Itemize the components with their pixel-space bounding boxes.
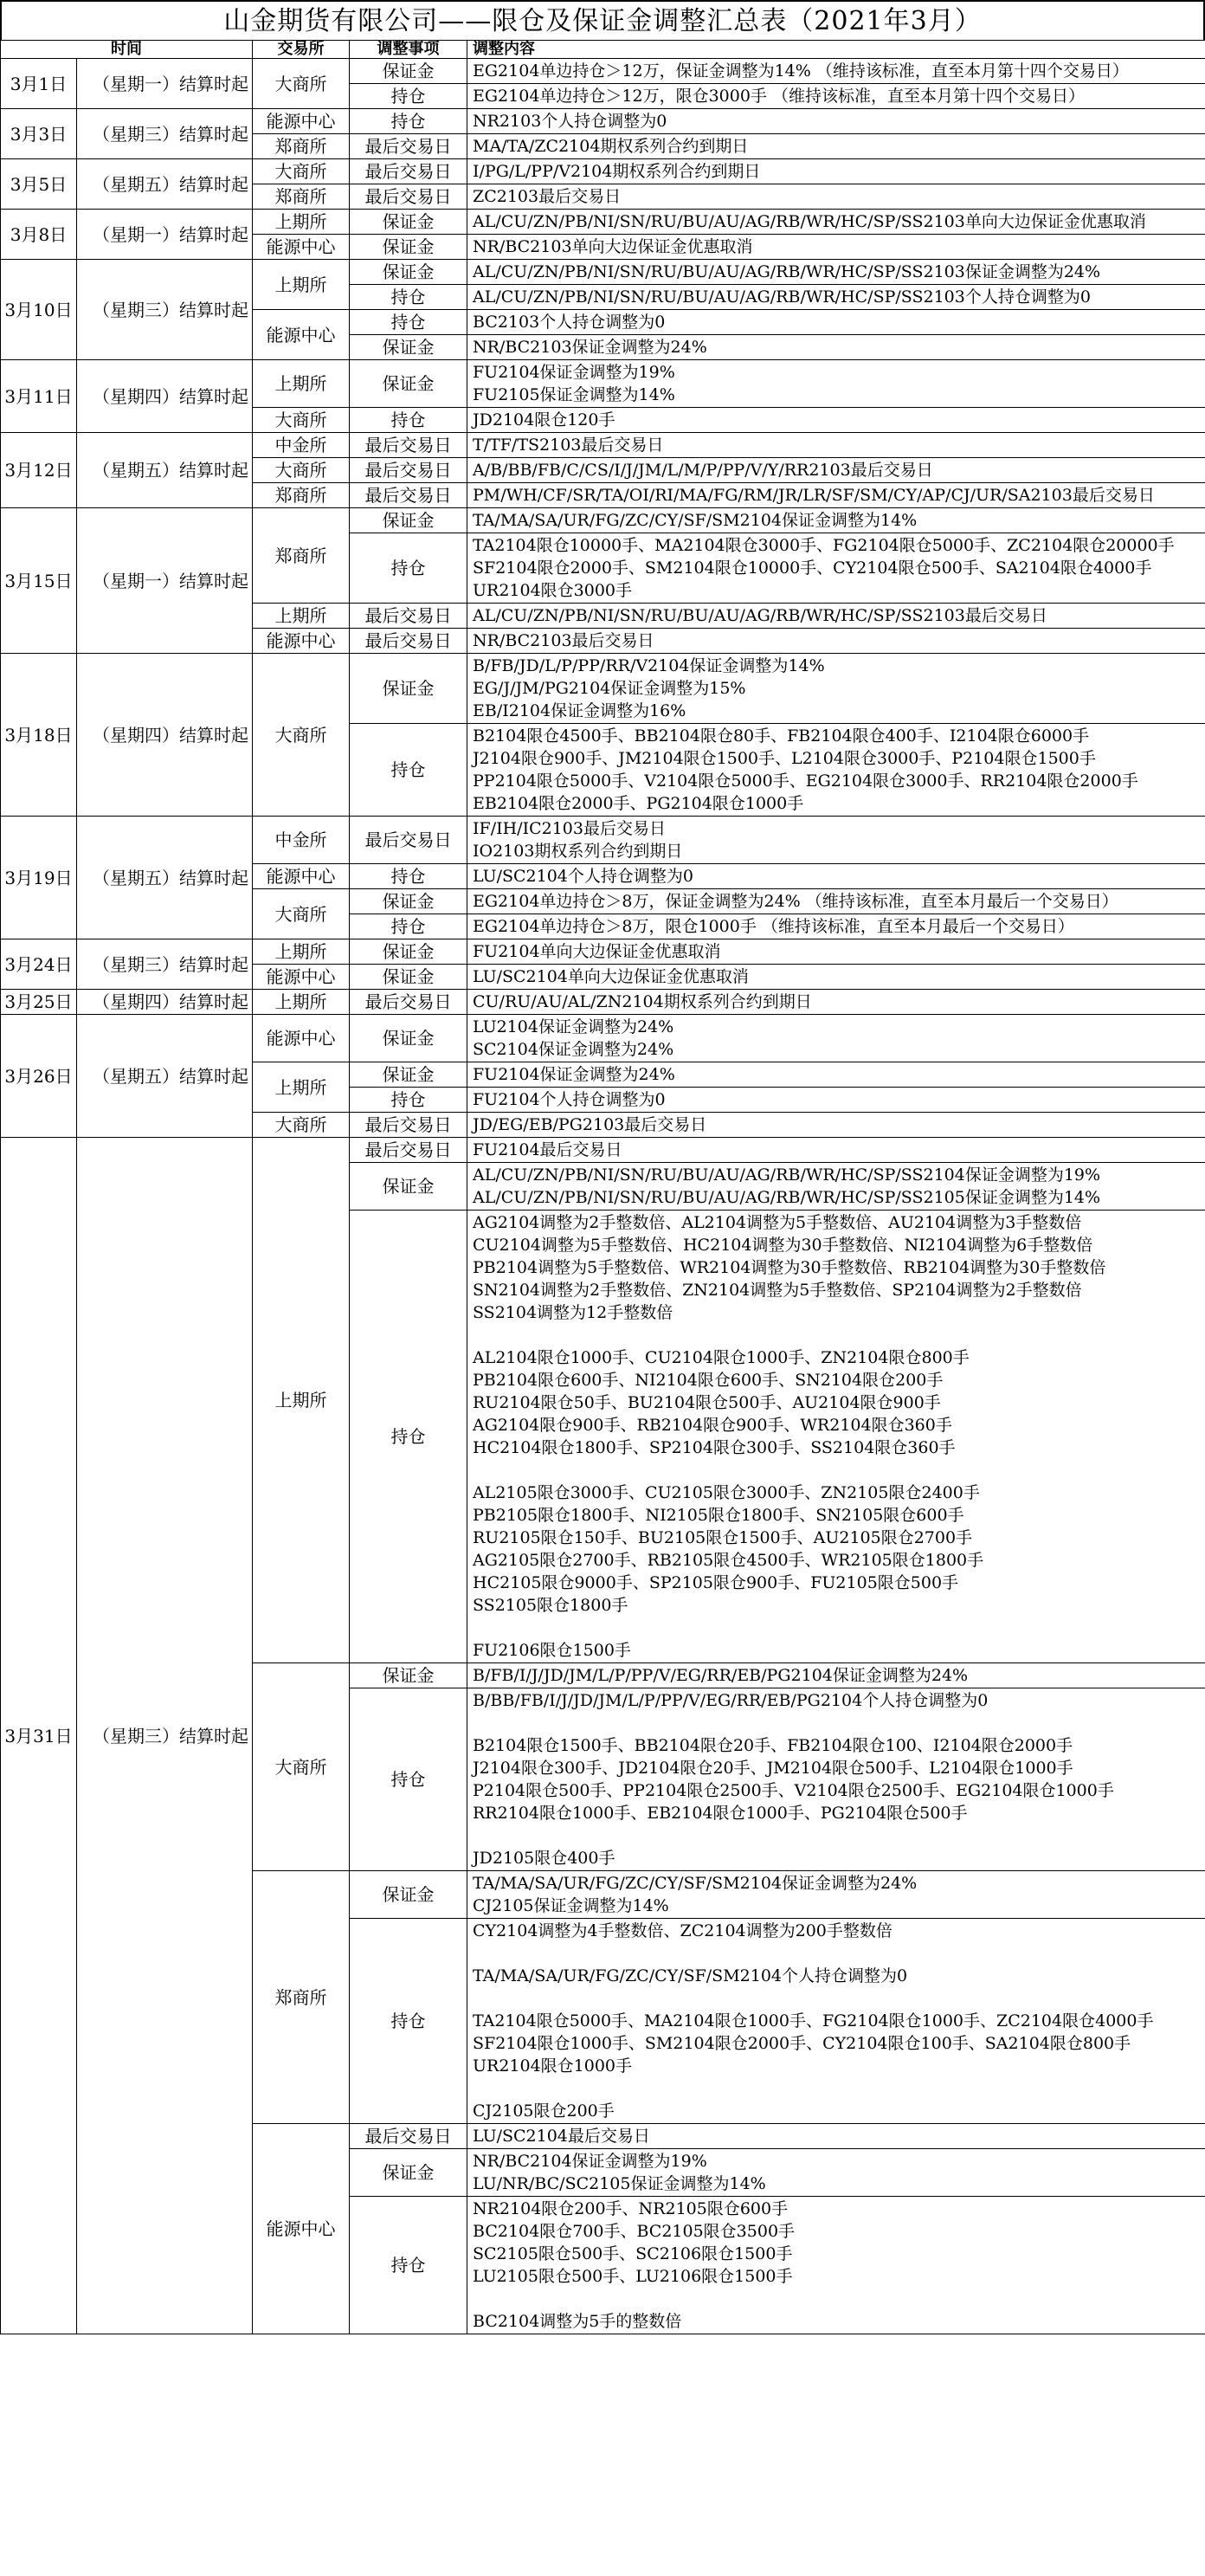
date-cell: 3月12日 xyxy=(1,433,77,508)
exchange-cell: 中金所 xyxy=(253,817,350,864)
weekday-cell: （星期一）结算时起 xyxy=(77,210,253,260)
exchange-cell: 能源中心 xyxy=(253,109,350,134)
item-cell: 保证金 xyxy=(350,654,467,724)
weekday-cell: （星期一）结算时起 xyxy=(77,508,253,654)
exchange-cell: 能源中心 xyxy=(253,965,350,990)
content-cell: A/B/BB/FB/C/CS/I/J/JM/L/M/P/PP/V/Y/RR2103最后交易日 xyxy=(467,458,1205,483)
content-cell: IF/IH/IC2103最后交易日 IO2103期权系列合约到期日 xyxy=(467,817,1205,864)
item-cell: 保证金 xyxy=(350,508,467,533)
item-cell: 保证金 xyxy=(350,360,467,408)
item-cell: 保证金 xyxy=(350,965,467,990)
exchange-cell: 上期所 xyxy=(253,1062,350,1113)
content-cell: MA/TA/ZC2104期权系列合约到期日 xyxy=(467,134,1205,159)
page-title: 山金期货有限公司——限仓及保证金调整汇总表（2021年3月） xyxy=(0,0,1205,40)
content-cell: T/TF/TS2103最后交易日 xyxy=(467,433,1205,458)
table-row xyxy=(1,1138,1205,1163)
weekday-cell: （星期四）结算时起 xyxy=(77,990,253,1015)
item-cell: 保证金 xyxy=(350,1163,467,1211)
content-cell: NR/BC2103单向大边保证金优惠取消 xyxy=(467,235,1205,260)
content-cell: NR/BC2104保证金调整为19% LU/NR/BC/SC2105保证金调整为14% xyxy=(467,2149,1205,2197)
exchange-cell: 大商所 xyxy=(253,1663,350,1871)
header-exchange: 交易所 xyxy=(253,41,350,59)
item-cell: 最后交易日 xyxy=(350,990,467,1015)
content-cell: NR/BC2103保证金调整为24% xyxy=(467,335,1205,360)
content-cell: LU2104保证金调整为24% SC2104保证金调整为24% xyxy=(467,1015,1205,1062)
item-cell: 最后交易日 xyxy=(350,817,467,864)
content-cell: AL/CU/ZN/PB/NI/SN/RU/BU/AU/AG/RB/WR/HC/SP/SS2103保证金调整为24% xyxy=(467,260,1205,285)
content-cell: EG2104单边持仓＞12万，保证金调整为14% （维持该标准，直至本月第十四个交易日） xyxy=(467,59,1205,84)
content-cell: AL/CU/ZN/PB/NI/SN/RU/BU/AU/AG/RB/WR/HC/SP/SS2103个人持仓调整为0 xyxy=(467,285,1205,310)
exchange-cell: 大商所 xyxy=(253,408,350,433)
date-cell: 3月19日 xyxy=(1,817,77,939)
content-cell: I/PG/L/PP/V2104期权系列合约到期日 xyxy=(467,159,1205,184)
item-cell: 保证金 xyxy=(350,1871,467,1919)
table-row xyxy=(1,817,1205,864)
item-cell: 保证金 xyxy=(350,260,467,285)
item-cell: 保证金 xyxy=(350,235,467,260)
item-cell: 最后交易日 xyxy=(350,1113,467,1138)
item-cell: 持仓 xyxy=(350,2197,467,2334)
exchange-cell: 郑商所 xyxy=(253,483,350,508)
content-cell: LU/SC2104单向大边保证金优惠取消 xyxy=(467,965,1205,990)
header-content: 调整内容 xyxy=(467,41,1205,59)
item-cell: 保证金 xyxy=(350,2149,467,2197)
item-cell: 最后交易日 xyxy=(350,433,467,458)
content-cell: TA/MA/SA/UR/FG/ZC/CY/SF/SM2104保证金调整为14% xyxy=(467,508,1205,533)
item-cell: 最后交易日 xyxy=(350,184,467,210)
exchange-cell: 上期所 xyxy=(253,360,350,408)
exchange-cell: 能源中心 xyxy=(253,1015,350,1062)
item-cell: 最后交易日 xyxy=(350,483,467,508)
exchange-cell: 能源中心 xyxy=(253,864,350,889)
content-cell: B/BB/FB/I/J/JD/JM/L/P/PP/V/EG/RR/EB/PG2104个人持仓调整为0 B2104限仓1500手、BB2104限仓20手、FB2104限仓100、I2104限仓2000手 J2104限仓300手、JD2104限仓20手、JM2104限仓500手、L2104限仓1000手 P2104限仓500手、PP2104限仓2500手、V2104限仓2500手、EG2104限仓1000手 RR2104限仓1000手、EB2104限仓1000手、PG2104限仓500手 JD2105限仓400手 xyxy=(467,1688,1205,1871)
item-cell: 持仓 xyxy=(350,864,467,889)
content-cell: FU2104保证金调整为19% FU2105保证金调整为14% xyxy=(467,360,1205,408)
date-cell: 3月26日 xyxy=(1,1015,77,1138)
exchange-cell: 能源中心 xyxy=(253,235,350,260)
content-cell: JD2104限仓120手 xyxy=(467,408,1205,433)
exchange-cell: 能源中心 xyxy=(253,310,350,360)
item-cell: 持仓 xyxy=(350,1919,467,2124)
item-cell: 保证金 xyxy=(350,889,467,914)
exchange-cell: 郑商所 xyxy=(253,1871,350,2124)
item-cell: 最后交易日 xyxy=(350,458,467,483)
exchange-cell: 能源中心 xyxy=(253,2124,350,2334)
item-cell: 最后交易日 xyxy=(350,604,467,629)
table-row xyxy=(1,260,1205,285)
table-row xyxy=(1,939,1205,965)
table-row xyxy=(1,210,1205,235)
item-cell: 保证金 xyxy=(350,1062,467,1088)
exchange-cell: 上期所 xyxy=(253,604,350,629)
date-cell: 3月10日 xyxy=(1,260,77,360)
content-cell: AL/CU/ZN/PB/NI/SN/RU/BU/AU/AG/RB/WR/HC/SP/SS2104保证金调整为19% AL/CU/ZN/PB/NI/SN/RU/BU/AU/AG/RB/WR/HC/SP/SS2105保证金调整为14% xyxy=(467,1163,1205,1211)
exchange-cell: 上期所 xyxy=(253,1138,350,1663)
content-cell: NR2103个人持仓调整为0 xyxy=(467,109,1205,134)
date-cell: 3月25日 xyxy=(1,990,77,1015)
content-cell: FU2104保证金调整为24% xyxy=(467,1062,1205,1088)
date-cell: 3月18日 xyxy=(1,654,77,817)
table-row xyxy=(1,109,1205,134)
exchange-cell: 郑商所 xyxy=(253,134,350,159)
item-cell: 最后交易日 xyxy=(350,629,467,654)
table-row xyxy=(1,59,1205,84)
content-cell: NR2104限仓200手、NR2105限仓600手 BC2104限仓700手、BC2105限仓3500手 SC2105限仓500手、SC2106限仓1500手 LU2105限仓500手、LU2106限仓1500手 BC2104调整为5手的整数倍 xyxy=(467,2197,1205,2334)
item-cell: 持仓 xyxy=(350,533,467,604)
weekday-cell: （星期四）结算时起 xyxy=(77,360,253,433)
date-cell: 3月8日 xyxy=(1,210,77,260)
content-cell: B2104限仓4500手、BB2104限仓80手、FB2104限仓400手、I2104限仓6000手 J2104限仓900手、JM2104限仓1500手、L2104限仓3000手、P2104限仓1500手 PP2104限仓5000手、V2104限仓5000手、EG2104限仓3000手、RR2104限仓2000手 EB2104限仓2000手、PG2104限仓1000手 xyxy=(467,724,1205,817)
content-cell: JD/EG/EB/PG2103最后交易日 xyxy=(467,1113,1205,1138)
content-cell: LU/SC2104个人持仓调整为0 xyxy=(467,864,1205,889)
item-cell: 保证金 xyxy=(350,210,467,235)
content-cell: AL/CU/ZN/PB/NI/SN/RU/BU/AU/AG/RB/WR/HC/SP/SS2103最后交易日 xyxy=(467,604,1205,629)
exchange-cell: 上期所 xyxy=(253,260,350,310)
exchange-cell: 大商所 xyxy=(253,59,350,109)
content-cell: LU/SC2104最后交易日 xyxy=(467,2124,1205,2149)
exchange-cell: 能源中心 xyxy=(253,629,350,654)
exchange-cell: 中金所 xyxy=(253,433,350,458)
content-cell: AG2104调整为2手整数倍、AL2104调整为5手整数倍、AU2104调整为3手整数倍 CU2104调整为5手整数倍、HC2104调整为30手整数倍、NI2104调整为6手整数倍 PB2104调整为5手整数倍、WR2104调整为30手整数倍、RB2104调整为30手整数倍 SN2104调整为2手整数倍、ZN2104调整为5手整数倍、SP2104调整为2手整数倍 SS2104调整为12手整数倍 AL2104限仓1000手、CU2104限仓1000手、ZN2104限仓800手 PB2104限仓600手、NI2104限仓600手、SN2104限仓200手 RU2104限仓50手、BU2104限仓500手、AU2104限仓900手 AG2104限仓900手、RB2104限仓900手、WR2104限仓360手 HC2104限仓1800手、SP2104限仓300手、SS2104限仓360手 AL2105限仓3000手、CU2105限仓3000手、ZN2105限仓2400手 PB2105限仓1800手、NI2105限仓1800手、SN2105限仓600手 RU2105限仓150手、BU2105限仓1500手、AU2105限仓2700手 AG2105限仓2700手、RB2105限仓4500手、WR2105限仓1800手 HC2105限仓9000手、SP2105限仓900手、FU2105限仓500手 SS2105限仓1800手 FU2106限仓1500手 xyxy=(467,1211,1205,1663)
item-cell: 保证金 xyxy=(350,1663,467,1688)
date-cell: 3月15日 xyxy=(1,508,77,654)
table-row xyxy=(1,360,1205,408)
exchange-cell: 上期所 xyxy=(253,210,350,235)
exchange-cell: 上期所 xyxy=(253,990,350,1015)
item-cell: 持仓 xyxy=(350,1688,467,1871)
item-cell: 最后交易日 xyxy=(350,134,467,159)
adjustment-table xyxy=(0,40,1205,2334)
item-cell: 持仓 xyxy=(350,84,467,109)
table-row xyxy=(1,508,1205,533)
item-cell: 持仓 xyxy=(350,285,467,310)
weekday-cell: （星期三）结算时起 xyxy=(77,260,253,360)
weekday-cell: （星期五）结算时起 xyxy=(77,433,253,508)
date-cell: 3月24日 xyxy=(1,939,77,990)
table-row xyxy=(1,433,1205,458)
exchange-cell: 上期所 xyxy=(253,939,350,965)
table-row xyxy=(1,1015,1205,1062)
content-cell: FU2104最后交易日 xyxy=(467,1138,1205,1163)
weekday-cell: （星期三）结算时起 xyxy=(77,939,253,990)
content-cell: ZC2103最后交易日 xyxy=(467,184,1205,210)
weekday-cell: （星期五）结算时起 xyxy=(77,1015,253,1138)
weekday-cell: （星期三）结算时起 xyxy=(77,1138,253,2334)
content-cell: NR/BC2103最后交易日 xyxy=(467,629,1205,654)
content-cell: AL/CU/ZN/PB/NI/SN/RU/BU/AU/AG/RB/WR/HC/SP/SS2103单向大边保证金优惠取消 xyxy=(467,210,1205,235)
item-cell: 保证金 xyxy=(350,59,467,84)
header-item: 调整事项 xyxy=(350,41,467,59)
item-cell: 持仓 xyxy=(350,1088,467,1113)
item-cell: 最后交易日 xyxy=(350,1138,467,1163)
exchange-cell: 大商所 xyxy=(253,654,350,817)
weekday-cell: （星期一）结算时起 xyxy=(77,59,253,109)
weekday-cell: （星期三）结算时起 xyxy=(77,109,253,159)
content-cell: TA/MA/SA/UR/FG/ZC/CY/SF/SM2104保证金调整为24% CJ2105保证金调整为14% xyxy=(467,1871,1205,1919)
item-cell: 持仓 xyxy=(350,109,467,134)
item-cell: 持仓 xyxy=(350,310,467,335)
content-cell: TA2104限仓10000手、MA2104限仓3000手、FG2104限仓5000手、ZC2104限仓20000手 SF2104限仓2000手、SM2104限仓10000手、CY2104限仓500手、SA2104限仓4000手 UR2104限仓3000手 xyxy=(467,533,1205,604)
item-cell: 持仓 xyxy=(350,1211,467,1663)
weekday-cell: （星期五）结算时起 xyxy=(77,817,253,939)
date-cell: 3月1日 xyxy=(1,59,77,109)
content-cell: FU2104单向大边保证金优惠取消 xyxy=(467,939,1205,965)
item-cell: 保证金 xyxy=(350,939,467,965)
item-cell: 保证金 xyxy=(350,335,467,360)
content-cell: BC2103个人持仓调整为0 xyxy=(467,310,1205,335)
item-cell: 最后交易日 xyxy=(350,159,467,184)
content-cell: EG2104单边持仓＞8万，限仓1000手 （维持该标准，直至本月最后一个交易日） xyxy=(467,914,1205,939)
content-cell: B/FB/JD/L/P/PP/RR/V2104保证金调整为14% EG/J/JM/PG2104保证金调整为15% EB/I2104保证金调整为16% xyxy=(467,654,1205,724)
weekday-cell: （星期四）结算时起 xyxy=(77,654,253,817)
content-cell: FU2104个人持仓调整为0 xyxy=(467,1088,1205,1113)
table-row xyxy=(1,990,1205,1015)
date-cell: 3月31日 xyxy=(1,1138,77,2334)
exchange-cell: 大商所 xyxy=(253,458,350,483)
item-cell: 持仓 xyxy=(350,914,467,939)
exchange-cell: 大商所 xyxy=(253,889,350,939)
content-cell: CU/RU/AU/AL/ZN2104期权系列合约到期日 xyxy=(467,990,1205,1015)
date-cell: 3月11日 xyxy=(1,360,77,433)
exchange-cell: 郑商所 xyxy=(253,508,350,604)
content-cell: CY2104调整为4手整数倍、ZC2104调整为200手整数倍 TA/MA/SA/UR/FG/ZC/CY/SF/SM2104个人持仓调整为0 TA2104限仓5000手、MA2104限仓1000手、FG2104限仓1000手、ZC2104限仓4000手 SF2104限仓1000手、SM2104限仓2000手、CY2104限仓100手、SA2104限仓800手 UR2104限仓1000手 CJ2105限仓200手 xyxy=(467,1919,1205,2124)
exchange-cell: 大商所 xyxy=(253,159,350,184)
content-cell: EG2104单边持仓＞12万，限仓3000手 （维持该标准，直至本月第十四个交易日） xyxy=(467,84,1205,109)
item-cell: 持仓 xyxy=(350,724,467,817)
table-row xyxy=(1,654,1205,724)
date-cell: 3月3日 xyxy=(1,109,77,159)
date-cell: 3月5日 xyxy=(1,159,77,210)
content-cell: B/FB/I/J/JD/JM/L/P/PP/V/EG/RR/EB/PG2104保证金调整为24% xyxy=(467,1663,1205,1688)
exchange-cell: 大商所 xyxy=(253,1113,350,1138)
header-row xyxy=(1,41,1205,59)
item-cell: 持仓 xyxy=(350,408,467,433)
content-cell: PM/WH/CF/SR/TA/OI/RI/MA/FG/RM/JR/LR/SF/SM/CY/AP/CJ/UR/SA2103最后交易日 xyxy=(467,483,1205,508)
weekday-cell: （星期五）结算时起 xyxy=(77,159,253,210)
exchange-cell: 郑商所 xyxy=(253,184,350,210)
item-cell: 最后交易日 xyxy=(350,2124,467,2149)
item-cell: 保证金 xyxy=(350,1015,467,1062)
header-time: 时间 xyxy=(1,41,253,59)
table-row xyxy=(1,159,1205,184)
content-cell: EG2104单边持仓＞8万，保证金调整为24% （维持该标准，直至本月最后一个交易日） xyxy=(467,889,1205,914)
